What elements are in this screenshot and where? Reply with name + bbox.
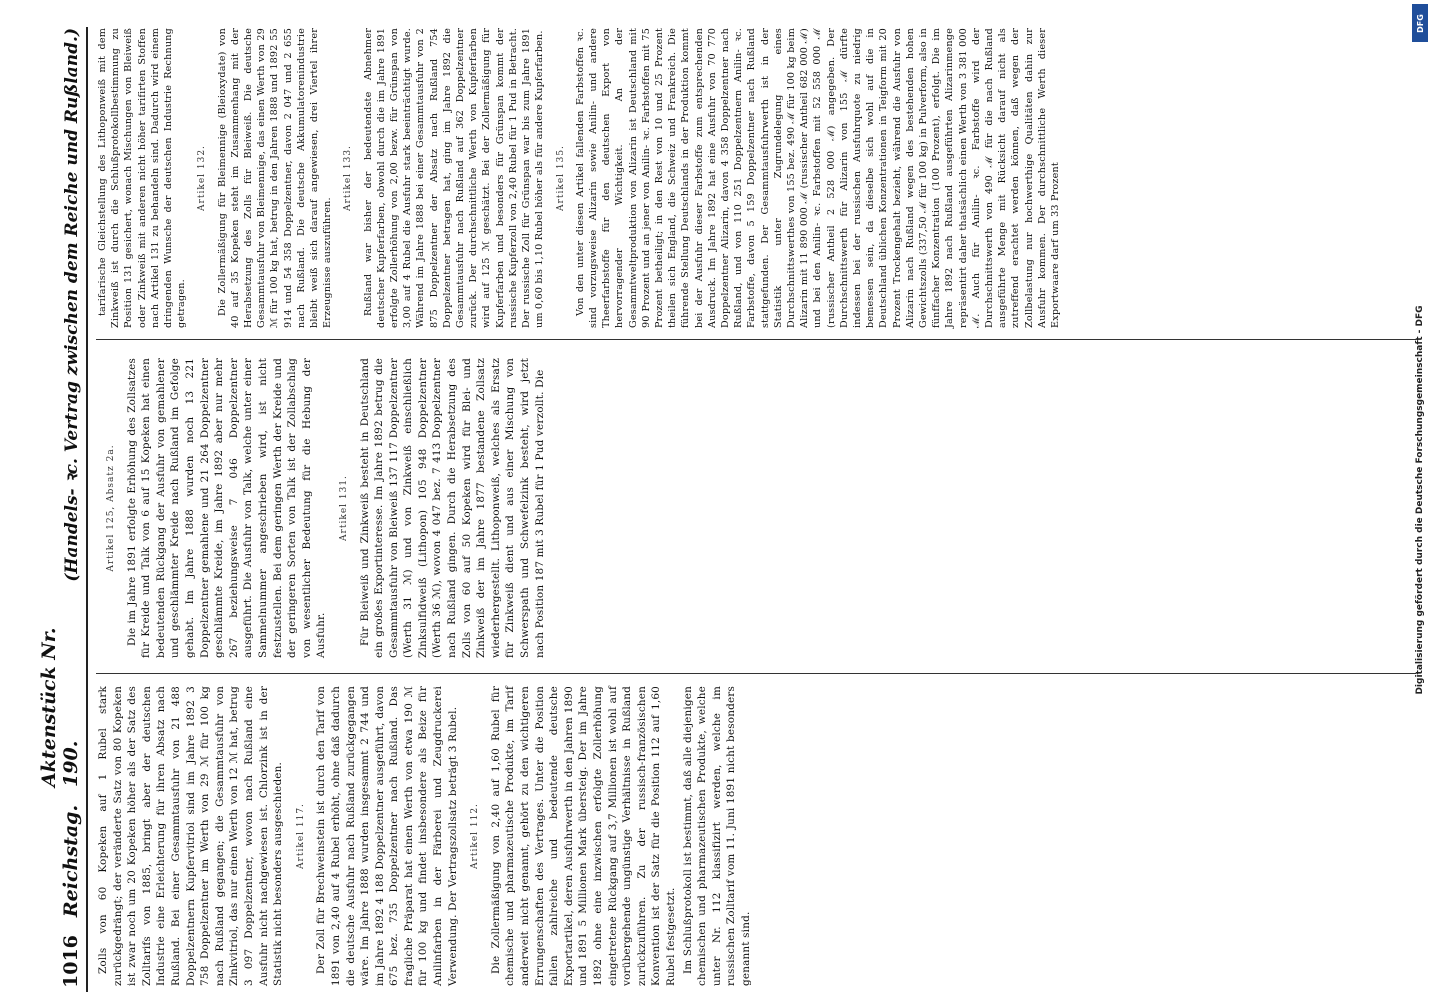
- dfg-logo: [1412, 4, 1428, 42]
- dfg-logo-text: DFG: [1415, 13, 1425, 33]
- column-divider: [96, 339, 1416, 340]
- paragraph: Die Zollermäßigung von 2,40 auf 1,60 Rubel für chemische und pharmazeutische Produkte, im Tarif anderweit nicht genannt, gehört zu den wichtigeren Errungenschaften des Vertrages. Unter die Position fallen zahlreiche und bedeutende deutsche Exportartikel, deren Ausfuhrwerth in den Jahren 1890 und 1891 5 Millionen Mark übersteig. Der im Jahre 1892 ohne eine inzwischen erfolgte Zollerhöhung eingetretene Rückgang auf 3,7 Millionen ist wohl auf vorübergehende ungünstige Verhältnisse in Rußland zurückzuführen. Zu der russisch-französischen Konvention ist der Satz für die Position 112 auf 1,60 Rubel festgesetzt.: [489, 686, 677, 986]
- column-3: [96, 28, 1064, 328]
- article-heading: Artikel 135.: [555, 145, 566, 211]
- column-1: [96, 686, 756, 986]
- digitization-credit: [1409, 0, 1431, 1000]
- paragraph: Die im Jahre 1891 erfolgte Erhöhung des Zollsatzes für Kreide und Talk von 6 auf 15 Kopeken hat einen bedeutenden Rückgang der Ausfuhr von gemahlener und geschlämmter Kreide nach Rußland im Gefolge gehabt. Im Jahre 1888 wurden noch 13 221 Doppelzentner gemahlene und 21 264 Doppelzentner geschlämmte Kreide, im Jahre 1892 aber nur mehr 267 beziehungsweise 7 046 Doppelzentner ausgeführt. Die Ausfuhr von Talk, welche unter einer Sammelnummer angeschrieben wird, ist nicht festzustellen. Bei dem geringen Werth der Kreide und der geringeren Sorten von Talk ist der Zollabschlag von wesentlicher Bedeutung für die Hebung der Ausfuhr.: [125, 358, 328, 658]
- paragraph: tarifarische Gleichstellung des Lithoponweiß mit dem Zinkweiß ist durch die Schlußprotokollbestimmung zu Position 131 gesichert, wonach Mischungen von Bleiweiß oder Zinkweiß mit anderen nicht höher tarifirten Stoffen nach Artikel 131 zu behandeln sind. Dadurch wird einem dringenden Wunsche der deutschen Industrie Rechnung getragen.: [97, 28, 188, 328]
- header-subject: (Handels- ꝛc. Vertrag zwischen dem Reiche und Rußland.): [62, 28, 82, 582]
- paragraph: Der Zoll für Brechweinstein ist durch den Tarif von 1891 von 2,40 auf 4 Rubel erhöht, ohne daß dadurch die deutsche Ausfuhr nach Rußland zurückgegangen wäre. Im Jahre 1888 wurden insgesammt 2 744 und im Jahre 1892 4 188 Doppelzentner ausgeführt, davon 675 bez. 735 Doppelzentner nach Rußland. Das fragliche Präparat hat einen Werth von etwa 190 ℳ für 100 kg und findet insbesondere als Beize für Anilinfarben in der Färberei und Zeugdruckerei Verwendung. Der Vertragszollsatz beträgt 3 Rubel.: [315, 686, 459, 986]
- column-2: [96, 358, 549, 658]
- header-rule: [86, 27, 88, 992]
- paragraph: Für Bleiweiß und Zinkweiß besteht in Deutschland ein großes Exportinteresse. Im Jahre 1892 betrug die Gesammtausfuhr von Bleiweiß 137 117 Doppelzentner (Werth 31 ℳ) und von Zinkweiß einschließlich Zinksulfidweiß (Lithopon) 105 948 Doppelzentner (Werth 36 ℳ), wovon 4 047 bez. 7 413 Doppelzentner nach Rußland gingen. Durch die Herabsetzung des Zolls von 60 auf 50 Kopeken wird für Blei- und Zinkweiß der im Jahre 1877 bestandene Zollsatz wiederhergestellt. Lithoponweiß, welches als Ersatz für Zinkweiß dient und aus einer Mischung von Schwerspath und Schwefelzink besteht, wird jetzt nach Position 187 mit 3 Rubel für 1 Pud verzollt. Die: [358, 358, 546, 658]
- paragraph: Von den unter diesen Artikel fallenden Farbstoffen ꝛc. sind vorzugsweise Alizarin sowie Anilin- und andere Theerfarbstoffe für den deutschen Export von hervorragender Wichtigkeit. An der Gesammtweltproduktion von Alizarin ist Deutschland mit 90 Prozent und an jener von Anilin- ꝛc. Farbstoffen mit 75 Prozent betheiligt; in den Rest von 10 und 25 Prozent theilen sich England, die Schweiz und Frankreich. Die führende Stellung Deutschlands in der Produktion kommt bei der Ausfuhr dieser Farbstoffe zum entsprechenden Ausdruck. Im Jahre 1892 hat eine Ausfuhr von 70 770 Doppelzentner Alizarin, davon 4 358 Doppelzentner nach Rußland, und von 110 251 Doppelzentnern Anilin- ꝛc. Farbstoffe, davon 5 159 Doppelzentner nach Rußland stattgefunden. Der Gesammtausfuhrwerth ist in der Statistik unter Zugrundelegung eines Durchschnittswerthes von 155 bez. 490 ℳ für 100 kg beim Alizarin mit 11 890 000 ℳ (russischer Antheil 682 000 ℳ) und bei den Anilin- ꝛc. Farbstoffen mit 52 558 000 ℳ (russischer Antheil 2 528 000 ℳ) angegeben. Der Durchschnittswerth für Alizarin von 155 ℳ dürfte indessen bei der russischen Ausfuhrquote zu niedrig bemessen sein, da dieselbe sich wohl auf die in Deutschland üblichen Konzentrationen in Teigform mit 20 Prozent Trockengehalt bezieht, während die Ausfuhr von Alizarin nach Rußland wegen des bestehenden hohen Gewichtszolls (337,50 ℳ für 100 kg) in Pulverform, also in fünffacher Konzentration (100 Prozent), erfolgt. Die im Jahre 1892 nach Rußland ausgeführten Alizarinmenge repräsentirt daher thatsächlich einen Werth von 3 381 000 ℳ. Auch für Anilin- ꝛc. Farbstoffe wird der Durchschnittswerth von 490 ℳ für die nach Rußland ausgeführte Menge mit Rücksicht darauf nicht als zutreffend erachtet werden können, daß wegen der Zollbelastung nur hochwerthige Qualitäten dahin zur Ausfuhr kommen. Der durchschnittliche Werth dieser Exportwaare darf um 33 Prozent: [574, 28, 1062, 328]
- paragraph: Rußland war bisher der bedeutendste Abnehmer deutscher Kupferfarben, obwohl durch die im Jahre 1891 erfolgte Zollerhöhung von 2,00 bezw. für Grünspan von 3,00 auf 4 Rubel die Ausfuhr stark beeinträchtigt wurde. Während im Jahre 1888 bei einer Gesammtausfuhr von 2 875 Doppelzentner der Absatz nach Rußland 754 Doppelzentner betragen hat, ging im Jahre 1892 die Gesammtausfuhr nach Rußland auf 362 Doppelzentner zurück. Der durchschnittliche Werth von Kupferfarben wird auf 125 ℳ geschätzt. Bei der Zollermäßigung für Kupferfarben und besonders für Grünspan kommt der russische Kupferzoll von 2,40 Rubel für 1 Pud in Betracht. Der russische Zoll für Grünspan war bis zum Jahre 1891 um 0,60 bis 1,10 Rubel höher als für andere Kupferfarben.: [362, 28, 546, 328]
- article-heading: Artikel 117.: [295, 803, 306, 869]
- page-header: [38, 28, 82, 988]
- paragraph: Im Schlußprotokoll ist bestimmt, daß alle diejenigen chemischen und pharmazeutischen Produkte, welche unter Nr. 112 klassifizirt werden, welche im russischen Zolltarif vom 11. Juni 1891 nicht besonders genannt sind.: [681, 686, 752, 986]
- article-heading: Artikel 132.: [197, 145, 208, 211]
- article-heading: Artikel 131.: [338, 475, 349, 541]
- header-document: Aktenstück Nr. 190.: [38, 627, 82, 787]
- article-heading: Artikel 125, Absatz 2a.: [106, 444, 116, 572]
- paragraph: Die Zollermäßigung für Bleimennige (Bleioxydate) von 40 auf 35 Kopeken steht im Zusammenhang mit der Herabsetzung des Zolls für Bleiweiß. Die deutsche Gesammtausfuhr von Bleimennige, das einen Werth von 29 ℳ für 100 kg hat, betrug in den Jahren 1888 und 1892 55 914 und 54 358 Doppelzentner, davon 2 047 und 2 655 nach Rußland. Die deutsche Akkumulatorenindustrie bleibt weiß sich darauf angewiesen, drei Viertel ihrer Erzeugnisse auszuführen.: [216, 28, 334, 328]
- paragraph: Zolls von 60 Kopeken auf 1 Rubel stark zurückgedrängt; der veränderte Satz von 80 Kopeken ist zwar noch um 20 Kopeken höher als der Satz des Zolltarifs von 1885, bringt aber der deutschen Industrie eine Erleichterung für ihren Absatz nach Rußland. Bei einer Gesammtausfuhr von 21 488 Doppelzentnern Kupfervitriol sind im Jahre 1892 3 758 Doppelzentner im Werth von 29 ℳ für 100 kg nach Rußland gegangen; die Gesammtausfuhr von Zinkvitriol, das nur einen Werth von 12 ℳ hat, betrug 3 097 Doppelzentner, wovon nach Rußland eine Ausfuhr nicht nachgewiesen ist. Chlorzink ist in der Statistik nicht besonders ausgeschieden.: [97, 686, 285, 986]
- header-left-title: Reichstag.: [60, 804, 82, 918]
- article-heading: Artikel 133.: [343, 145, 354, 211]
- article-heading: Artikel 112.: [470, 803, 481, 869]
- column-divider: [96, 673, 1416, 674]
- page-number: 1016: [60, 935, 82, 988]
- credit-text: Digitalisierung gefördert durch die Deutsche Forschungsgemeinschaft - DFG: [1415, 305, 1425, 695]
